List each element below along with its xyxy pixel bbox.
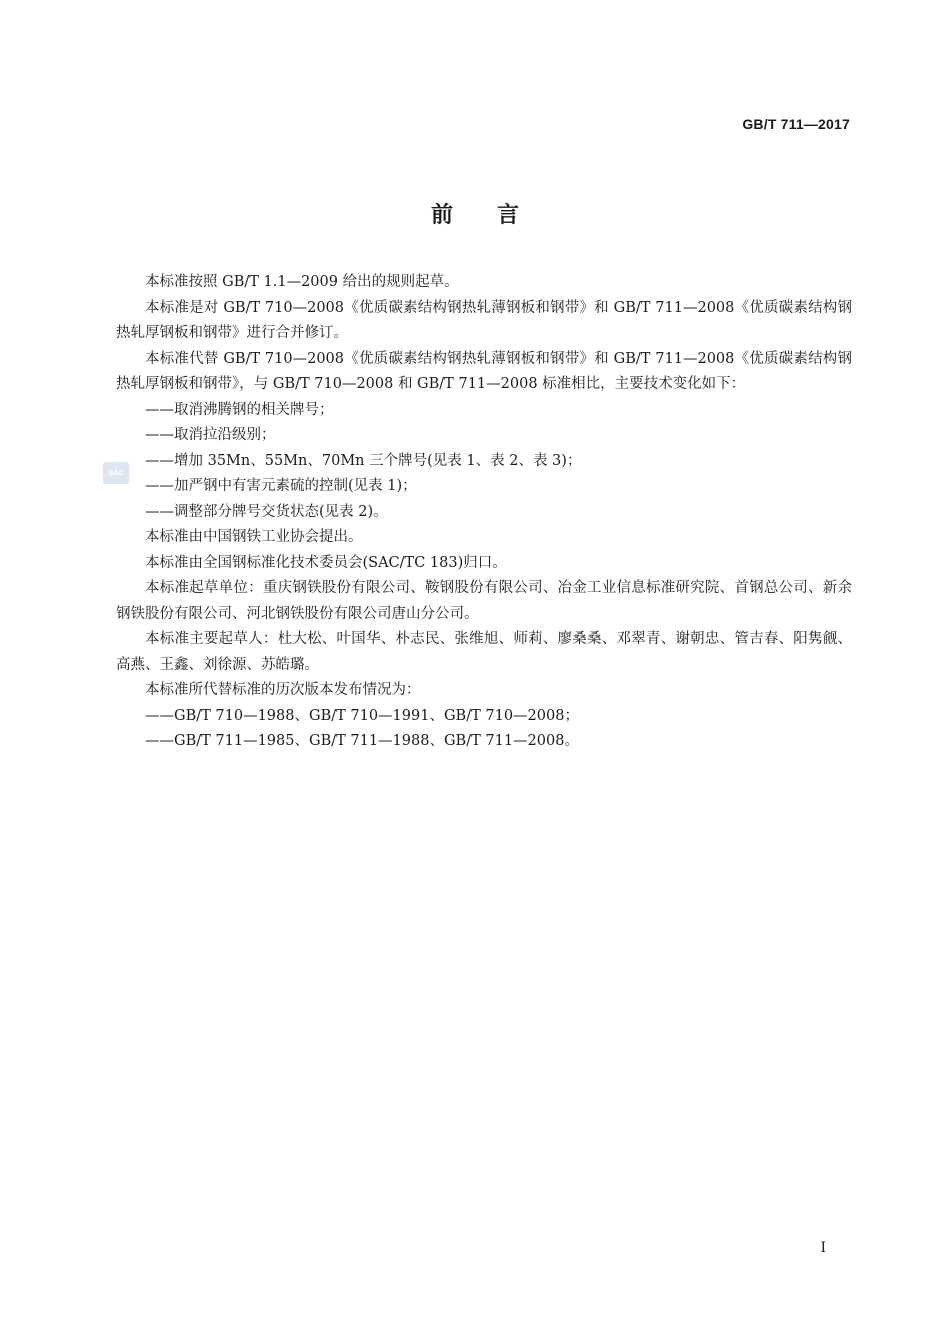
paragraph-drafting-rules: 本标准按照 GB/T 1.1—2009 给出的规则起草。: [145, 274, 459, 290]
paragraph-proposed-by: 本标准由中国钢铁工业协会提出。: [145, 529, 363, 545]
standard-code: GB/T 711—2017: [742, 116, 850, 132]
paragraph-drafters: 本标准主要起草人：杜大松、叶国华、朴志民、张维旭、师莉、廖桑桑、邓翠青、谢朝忠、管吉春、阳隽觎、高燕、王鑫、刘徐源、苏皓璐。: [116, 631, 852, 673]
sac-watermark-logo: SAC: [103, 462, 129, 484]
change-item-rimmed-steel: ——取消沸腾钢的相关牌号；: [145, 401, 334, 418]
paragraph-drafting-units: 本标准起草单位：重庆钢铁股份有限公司、鞍钢股份有限公司、冶金工业信息标准研究院、首钢总公司、新余钢铁股份有限公司、河北钢铁股份有限公司唐山分公司。: [116, 580, 852, 622]
change-item-delivery-condition: ——调整部分牌号交货状态(见表 2)。: [145, 503, 388, 520]
edition-list-711: ——GB/T 711—1985、GB/T 711—1988、GB/T 711—2008。: [145, 733, 579, 749]
paragraph-merge-revision: 本标准是对 GB/T 710—2008《优质碳素结构钢热轧薄钢板和钢带》和 GB/T 711—2008《优质碳素结构钢热轧厚钢板和钢带》进行合并修订。: [116, 299, 852, 341]
foreword-body: [116, 270, 852, 755]
change-item-drawing-grade: ——取消拉沿级别；: [145, 427, 276, 443]
paragraph-replacement: 本标准代替 GB/T 710—2008《优质碳素结构钢热轧薄钢板和钢带》和 GB/T 711—2008《优质碳素结构钢热轧厚钢板和钢带》，与 GB/T 710—2008 和 GB/T 711—2008 标准相比，主要技术变化如下：: [116, 350, 852, 392]
edition-list-710: ——GB/T 710—1988、GB/T 710—1991、GB/T 710—2008；: [145, 707, 579, 724]
change-item-sulfur-control: ——加严钢中有害元素硫的控制(见表 1)；: [145, 478, 417, 494]
change-item-new-grades: ——增加 35Mn、55Mn、70Mn 三个牌号(见表 1、表 2、表 3)；: [145, 452, 582, 469]
paragraph-centralized-by: 本标准由全国钢标准化技术委员会(SAC/TC 183)归口。: [145, 554, 507, 571]
page-title: 前言: [430, 203, 563, 228]
paragraph-previous-editions: 本标准所代替标准的历次版本发布情况为：: [145, 682, 421, 698]
page-number: I: [820, 1240, 826, 1256]
